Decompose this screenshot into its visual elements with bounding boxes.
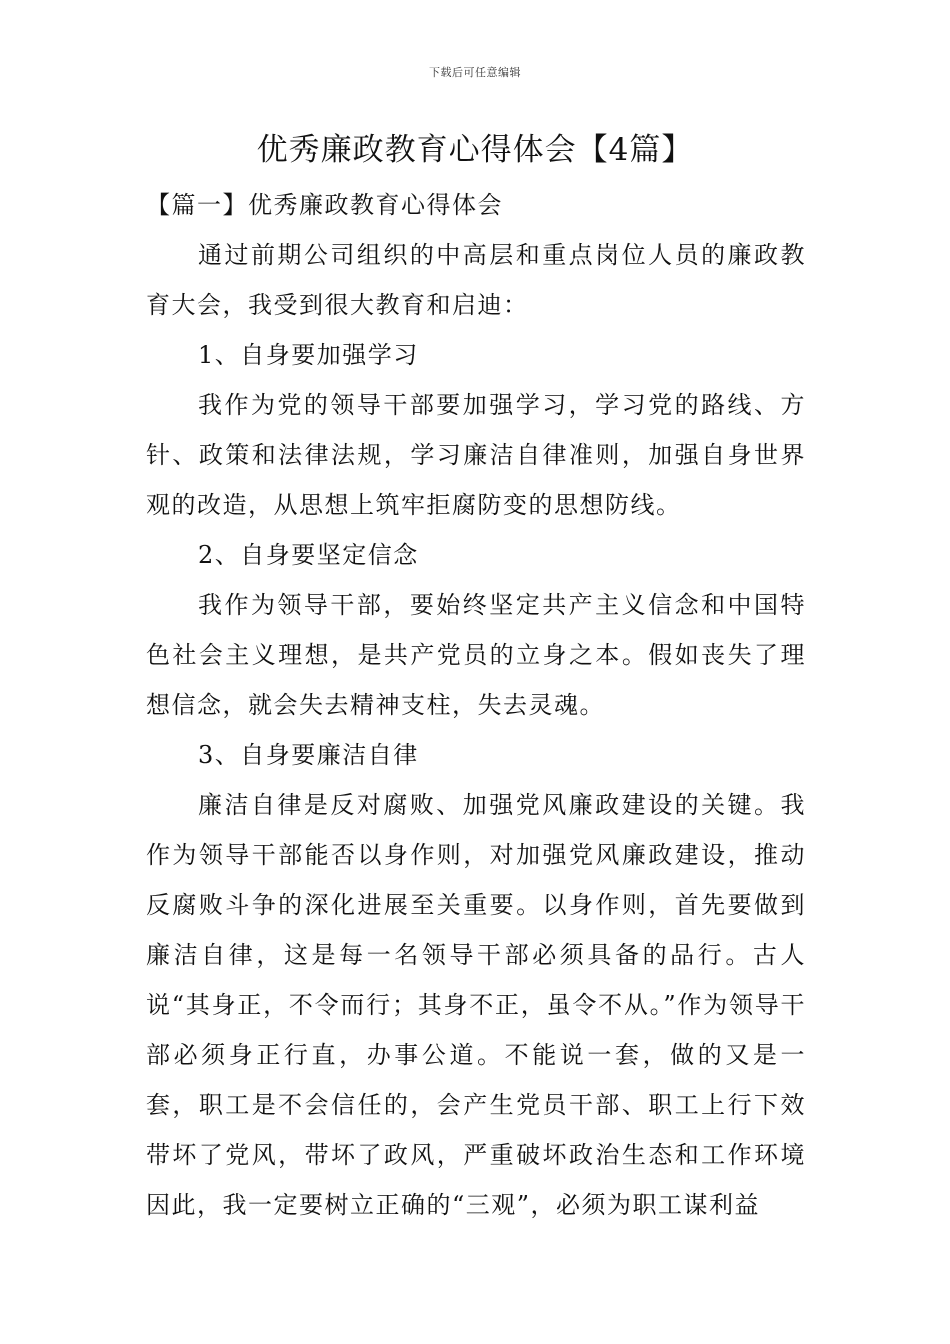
document-body [146,180,806,1230]
section-heading: 【篇一】优秀廉政教育心得体会 [146,191,503,219]
point-heading-3: 3、自身要廉洁自律 [198,741,419,769]
paragraph-point-3: 廉洁自律是反对腐败、加强党风廉政建设的关键。我作为领导干部能否以身作则，对加强党风廉政建设，推动反腐败斗争的深化进展至关重要。以身作则，首先要做到廉洁自律，这是每一名领导干部必须具备的品行。古人说“其身正，不令而行；其身不正，虽令不从。”作为领导干部必须身正行直，办事公道。不能说一套，做的又是一套，职工是不会信任的，会产生党员干部、职工上行下效带坏了党风，带坏了政风，严重破坏政治生态和工作环境因此，我一定要树立正确的“三观”，必须为职工谋利益 [146,791,806,1219]
point-heading-1: 1、自身要加强学习 [198,341,419,369]
point-heading-2: 2、自身要坚定信念 [198,541,419,569]
document-title: 优秀廉政教育心得体会【4篇】 [256,132,694,168]
paragraph-intro: 通过前期公司组织的中高层和重点岗位人员的廉政教育大会，我受到很大教育和启迪： [146,241,806,319]
paragraph-point-1: 我作为党的领导干部要加强学习，学习党的路线、方针、政策和法律法规，学习廉洁自律准则，加强自身世界观的改造，从思想上筑牢拒腐防变的思想防线。 [146,391,806,519]
header-note: 下载后可任意编辑 [429,66,521,79]
paragraph-point-2: 我作为领导干部，要始终坚定共产主义信念和中国特色社会主义理想，是共产党员的立身之本。假如丧失了理想信念，就会失去精神支柱，失去灵魂。 [146,591,806,719]
